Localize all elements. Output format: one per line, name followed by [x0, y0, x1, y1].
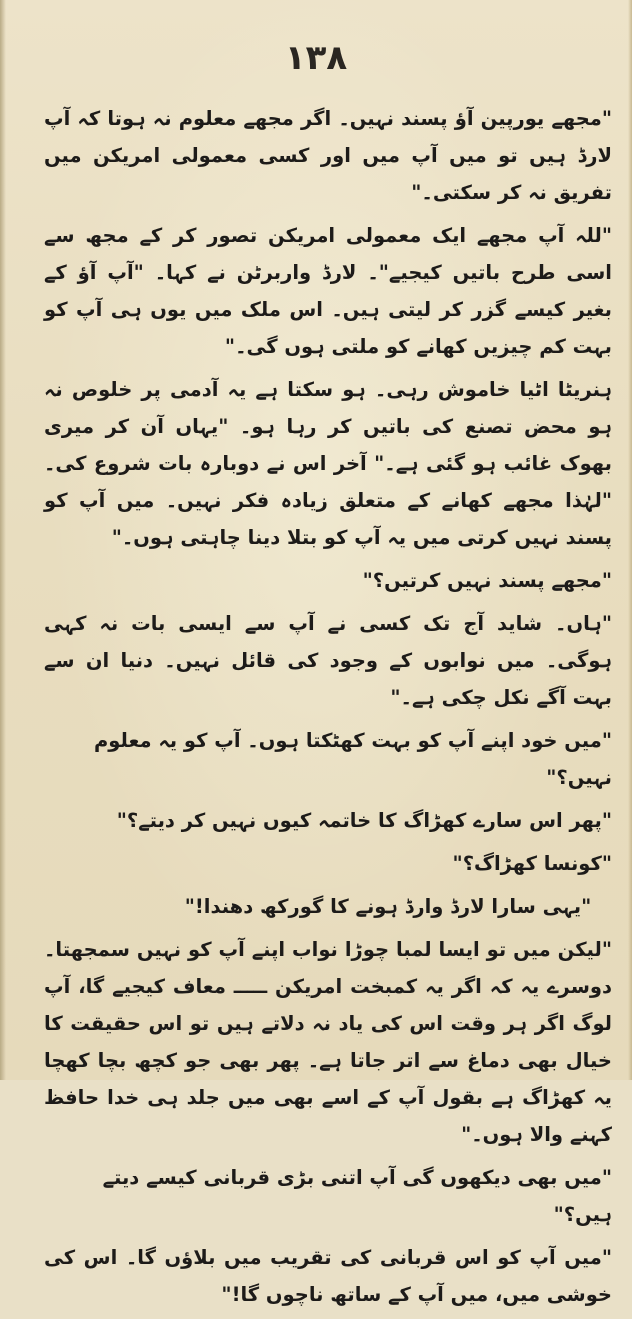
page-edge-shadow-right — [628, 0, 632, 1080]
paragraph-10: "لیکن میں تو ایسا لمبا چوڑا نواب اپنے آپ کو نہیں سمجھتا۔ دوسرے یہ کہ اگر یہ کمبخت امریکن ـــــ معاف کیجیے گا، آپ لوگ اگر ہر وقت اس کی یاد نہ دلاتے ہیں تو اس حقیقت کا خیال بھی دماغ سے اتر جاتا ہے۔ پھر بھی جو کچھ بچا کھچا یہ کھڑاگ ہے بقول آپ کے اسے بھی میں جلد ہی خدا حافظ کہنے والا ہوں۔" — [44, 938, 612, 1146]
paragraph-5: "ہاں۔ شاید آج تک کسی نے آپ سے ایسی بات نہ کہی ہوگی۔ میں نوابوں کے وجود کی قائل نہیں۔ دنیا ان سے بہت آگے نکل چکی ہے۔" — [44, 612, 612, 709]
paragraph-9: "یہی سارا لارڈ وارڈ ہونے کا گورکھ دھندا!" — [184, 895, 592, 918]
paragraph-1: "مجھے یورپین آؤ پسند نہیں۔ اگر مجھے معلوم نہ ہوتا کہ آپ لارڈ ہیں تو میں آپ میں اور کسی معمولی امریکن میں تفریق نہ کر سکتی۔" — [44, 107, 612, 204]
paragraph-7: "پھر اس سارے کھڑاگ کا خاتمہ کیوں نہیں کر دیتے؟" — [116, 809, 612, 832]
body-text — [44, 100, 612, 1319]
paragraph-3: ہنریٹا اٹیا خاموش رہی۔ ہو سکتا ہے یہ آدمی پر خلوص نہ ہو محض تصنع کی باتیں کر رہا ہو۔ "یہاں آن کر میری بھوک غائب ہو گئی ہے۔" آخر اس نے دوبارہ بات شروع کی۔ "لہٰذا مجھے کھانے کے متعلق زیادہ فکر نہیں۔ میں آپ کو پسند نہیں کرتی میں یہ آپ کو بتلا دینا چاہتی ہوں۔" — [44, 378, 612, 549]
paragraph-4: "مجھے پسند نہیں کرتیں؟" — [362, 569, 612, 592]
paragraph-12: "میں آپ کو اس قربانی کی تقریب میں بلاؤں گا۔ اس کی خوشی میں، میں آپ کے ساتھ ناچوں گا!" — [44, 1246, 612, 1306]
paragraph-11: "میں بھی دیکھوں گی آپ اتنی بڑی قربانی کیسے دیتے ہیں؟" — [102, 1166, 612, 1226]
page-edge-shadow-left — [0, 0, 6, 1080]
page-number: ۱۳۸ — [284, 38, 348, 78]
paragraph-2: "للہ آپ مجھے ایک معمولی امریکن تصور کر کے مجھ سے اسی طرح باتیں کیجیے"۔ لارڈ واربرٹن نے کہا۔ "آپ آؤ کے بغیر کیسے گزر کر لیتی ہیں۔ اس ملک میں یوں ہی آپ کو بہت کم چیزیں کھانے کو ملتی ہوں گی۔" — [44, 224, 612, 358]
paragraph-8: "کونسا کھڑاگ؟" — [452, 852, 612, 875]
paragraph-6: "میں خود اپنے آپ کو بہت کھٹکتا ہوں۔ آپ کو یہ معلوم نہیں؟" — [94, 729, 612, 789]
